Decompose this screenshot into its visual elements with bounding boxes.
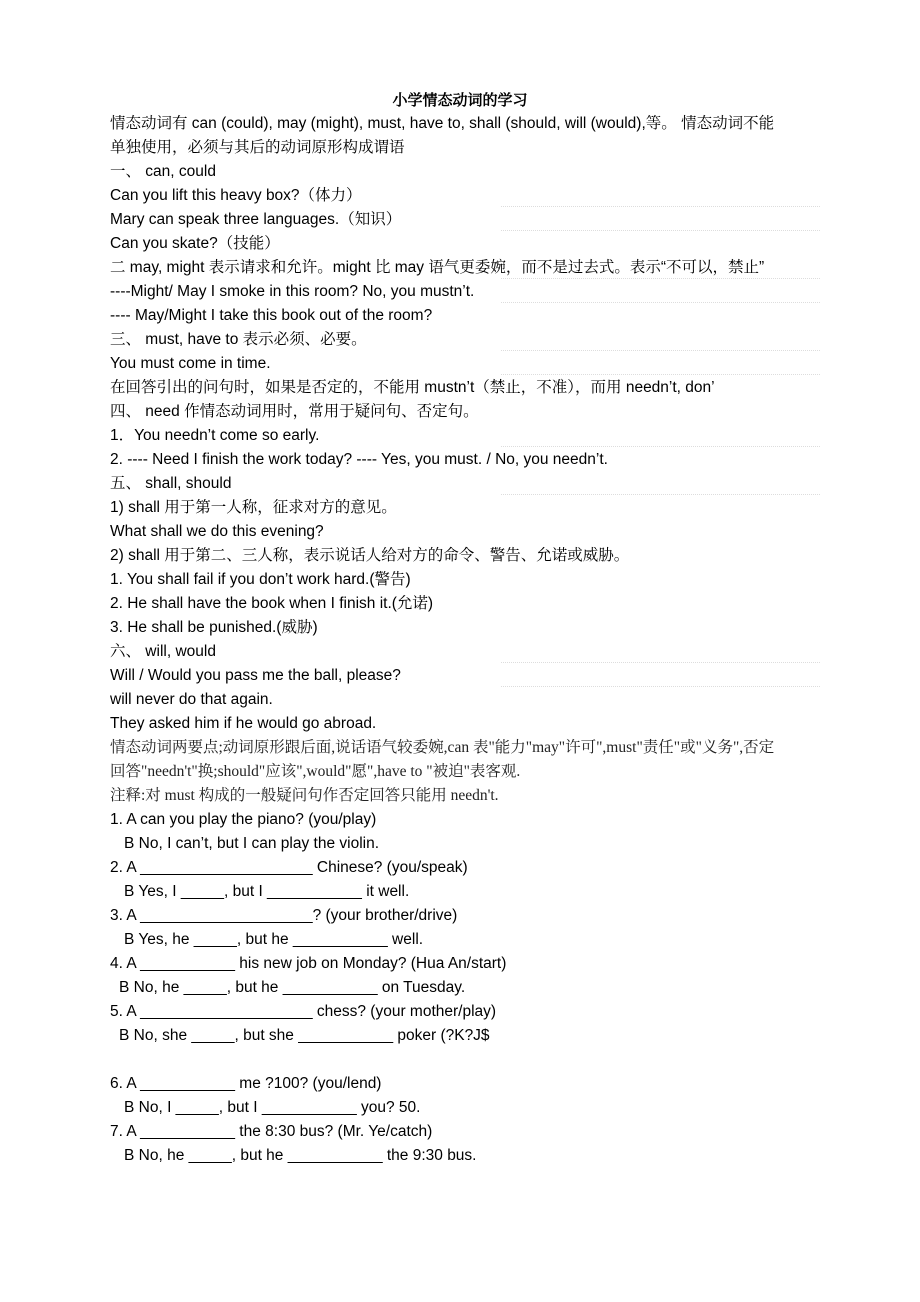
text-line: 2. ---- Need I finish the work today? ---- Yes, you must. / No, you needn’t. [110, 451, 608, 468]
text-line: ---- May/Might I take this book out of the room? [110, 307, 433, 324]
text-line: B No, he _____, but he ___________ on Tuesday. [119, 979, 466, 996]
text-line: 3. A ____________________? (your brother/drive) [110, 907, 458, 924]
text-line: 单独使用，必须与其后的动词原形构成谓语 [110, 139, 405, 156]
text-line: 在回答引出的问句时，如果是否定的，不能用 mustn’t（禁止，不准），而用 needn’t, don’ [110, 379, 715, 396]
text-line: 一、 can, could [110, 163, 216, 180]
text-line: 2. He shall have the book when I finish it.(允诺) [110, 595, 434, 612]
text-line: 1．You needn’t come so early. [110, 424, 820, 448]
text-line: 四、 need 作情态动词用时，常用于疑问句、否定句。 [110, 403, 479, 420]
text-line: B Yes, he _____, but he ___________ well. [124, 931, 424, 948]
text-line: 1) shall 用于第一人称，征求对方的意见。 [110, 499, 397, 516]
text-line: 2. A ____________________ Chinese? (you/speak) [110, 859, 468, 876]
text-line: Mary can speak three languages.（知识） [110, 208, 820, 232]
text-line: B No, I _____, but I ___________ you? 50. [124, 1099, 421, 1116]
text-line: Will / Would you pass me the ball, please? [110, 664, 820, 688]
text-line: 1. A can you play the piano? (you/play) [110, 811, 377, 828]
text-line: 情态动词两要点;动词原形跟后面,说话语气较委婉,can 表"能力"may"许可",must"责任"或"义务",否定 [110, 739, 775, 756]
text-line: B No, I can’t, but I can play the violin. [124, 835, 380, 852]
text-line: 7. A ___________ the 8:30 bus? (Mr. Ye/catch) [110, 1123, 433, 1140]
document-title: 小学情态动词的学习 [392, 92, 528, 109]
text-line: 五、 shall, should [110, 472, 820, 496]
text-line: 6. A ___________ me ?100? (you/lend) [110, 1075, 382, 1092]
text-line: 1. You shall fail if you don’t work hard.(警告) [110, 571, 411, 588]
text-line: 情态动词有 can (could), may (might), must, have to, shall (should, will (would),等。 情态动词不能 [110, 115, 775, 132]
text-line: B Yes, I _____, but I ___________ it well. [124, 883, 410, 900]
text-line: 二 may, might 表示请求和允许。might 比 may 语气更委婉，而不是过去式。表示“不可以，禁止” [110, 256, 820, 280]
text-line: 注释:对 must 构成的一般疑问句作否定回答只能用 needn't. [110, 787, 499, 804]
text-line: They asked him if he would go abroad. [110, 715, 377, 732]
document-body [110, 112, 820, 1168]
text-line: B No, he _____, but he ___________ the 9:30 bus. [124, 1147, 477, 1164]
text-line: 3. He shall be punished.(威胁) [110, 619, 318, 636]
text-line: Can you lift this heavy box?（体力） [110, 184, 820, 208]
text-line: ----Might/ May I smoke in this room? No, you mustn’t. [110, 280, 820, 304]
text-line: 六、 will, would [110, 640, 820, 664]
text-line: What shall we do this evening? [110, 523, 324, 540]
text-line: Can you skate?（技能） [110, 235, 280, 252]
text-line: You must come in time. [110, 352, 820, 376]
text-line: B No, she _____, but she ___________ poker (?K?J$ [119, 1027, 490, 1044]
text-line: 三、 must, have to 表示必须、必要。 [110, 328, 820, 352]
blank-line [110, 1048, 820, 1072]
text-line: 5. A ____________________ chess? (your mother/play) [110, 1003, 497, 1020]
text-line: 4. A ___________ his new job on Monday? (Hua An/start) [110, 955, 507, 972]
text-line: will never do that again. [110, 691, 273, 708]
text-line: 回答"needn't"换;should"应该",would"愿",have to "被迫"表客观. [110, 763, 521, 780]
text-line: 2) shall 用于第二、三人称，表示说话人给对方的命令、警告、允诺或威胁。 [110, 547, 630, 564]
